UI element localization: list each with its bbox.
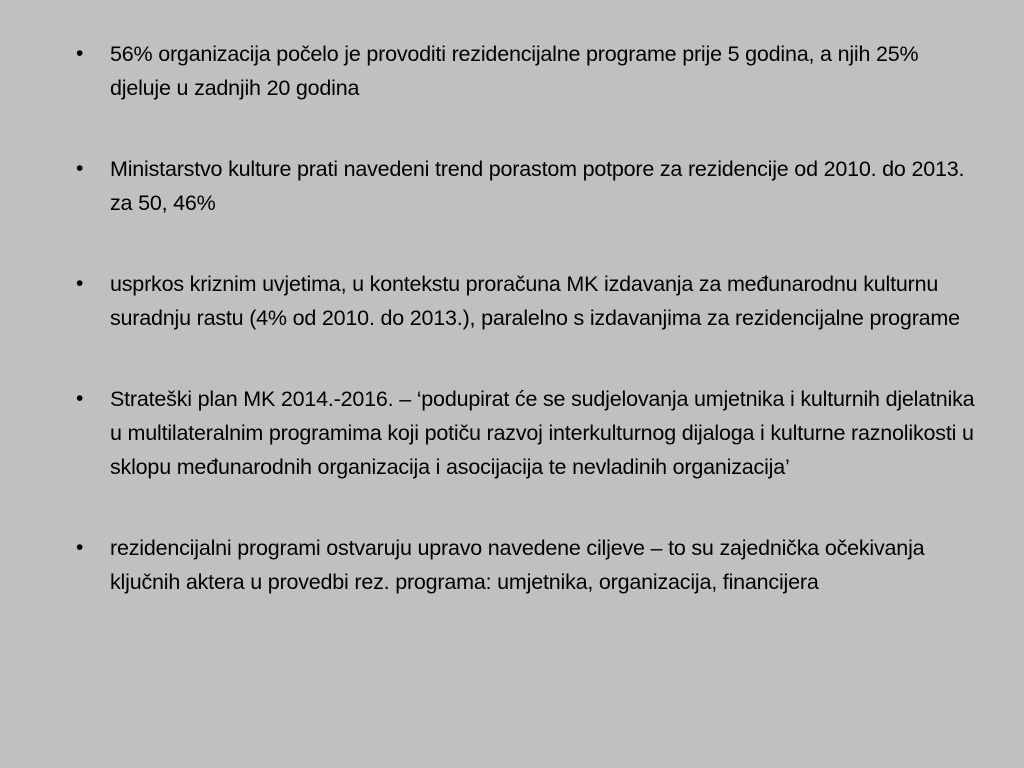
bullet-text: Ministarstvo kulture prati navedeni trend porastom potpore za rezidencije od 2010. do 2013. za 50, 46% (110, 157, 965, 215)
bullet-icon: • (76, 42, 84, 65)
bullet-item-2 (76, 152, 976, 220)
bullet-text: Strateški plan MK 2014.-2016. – ‘podupirat će se sudjelovanja umjetnika i kulturnih djelatnika u multilateralnim programima koji potiču razvoj interkulturnog dijaloga i kulturne raznolikosti u sklopu međunarodnih organizacija i asocijacija te nevladinih organizacija’ (110, 387, 975, 479)
bullet-text: 56% organizacija počelo je provoditi rezidencijalne programe prije 5 godina, a njih 25% djeluje u zadnjih 20 godina (110, 42, 919, 100)
bullet-icon: • (76, 536, 84, 559)
bullet-item-3 (76, 267, 976, 335)
bullet-item-1 (76, 37, 976, 105)
bullet-text: rezidencijalni programi ostvaruju upravo navedene ciljeve – to su zajednička očekivanja ključnih aktera u provedbi rez. programa: umjetnika, organizacija, financijera (110, 536, 925, 594)
bullet-item-5 (76, 531, 976, 599)
bullet-list (76, 37, 976, 599)
bullet-icon: • (76, 272, 84, 295)
bullet-icon: • (76, 387, 84, 410)
bullet-icon: • (76, 157, 84, 180)
bullet-item-4 (76, 382, 976, 484)
bullet-text: usprkos kriznim uvjetima, u kontekstu proračuna MK izdavanja za međunarodnu kulturnu suradnju rastu (4% od 2010. do 2013.), paralelno s izdavanjima za rezidencijalne programe (110, 272, 960, 330)
